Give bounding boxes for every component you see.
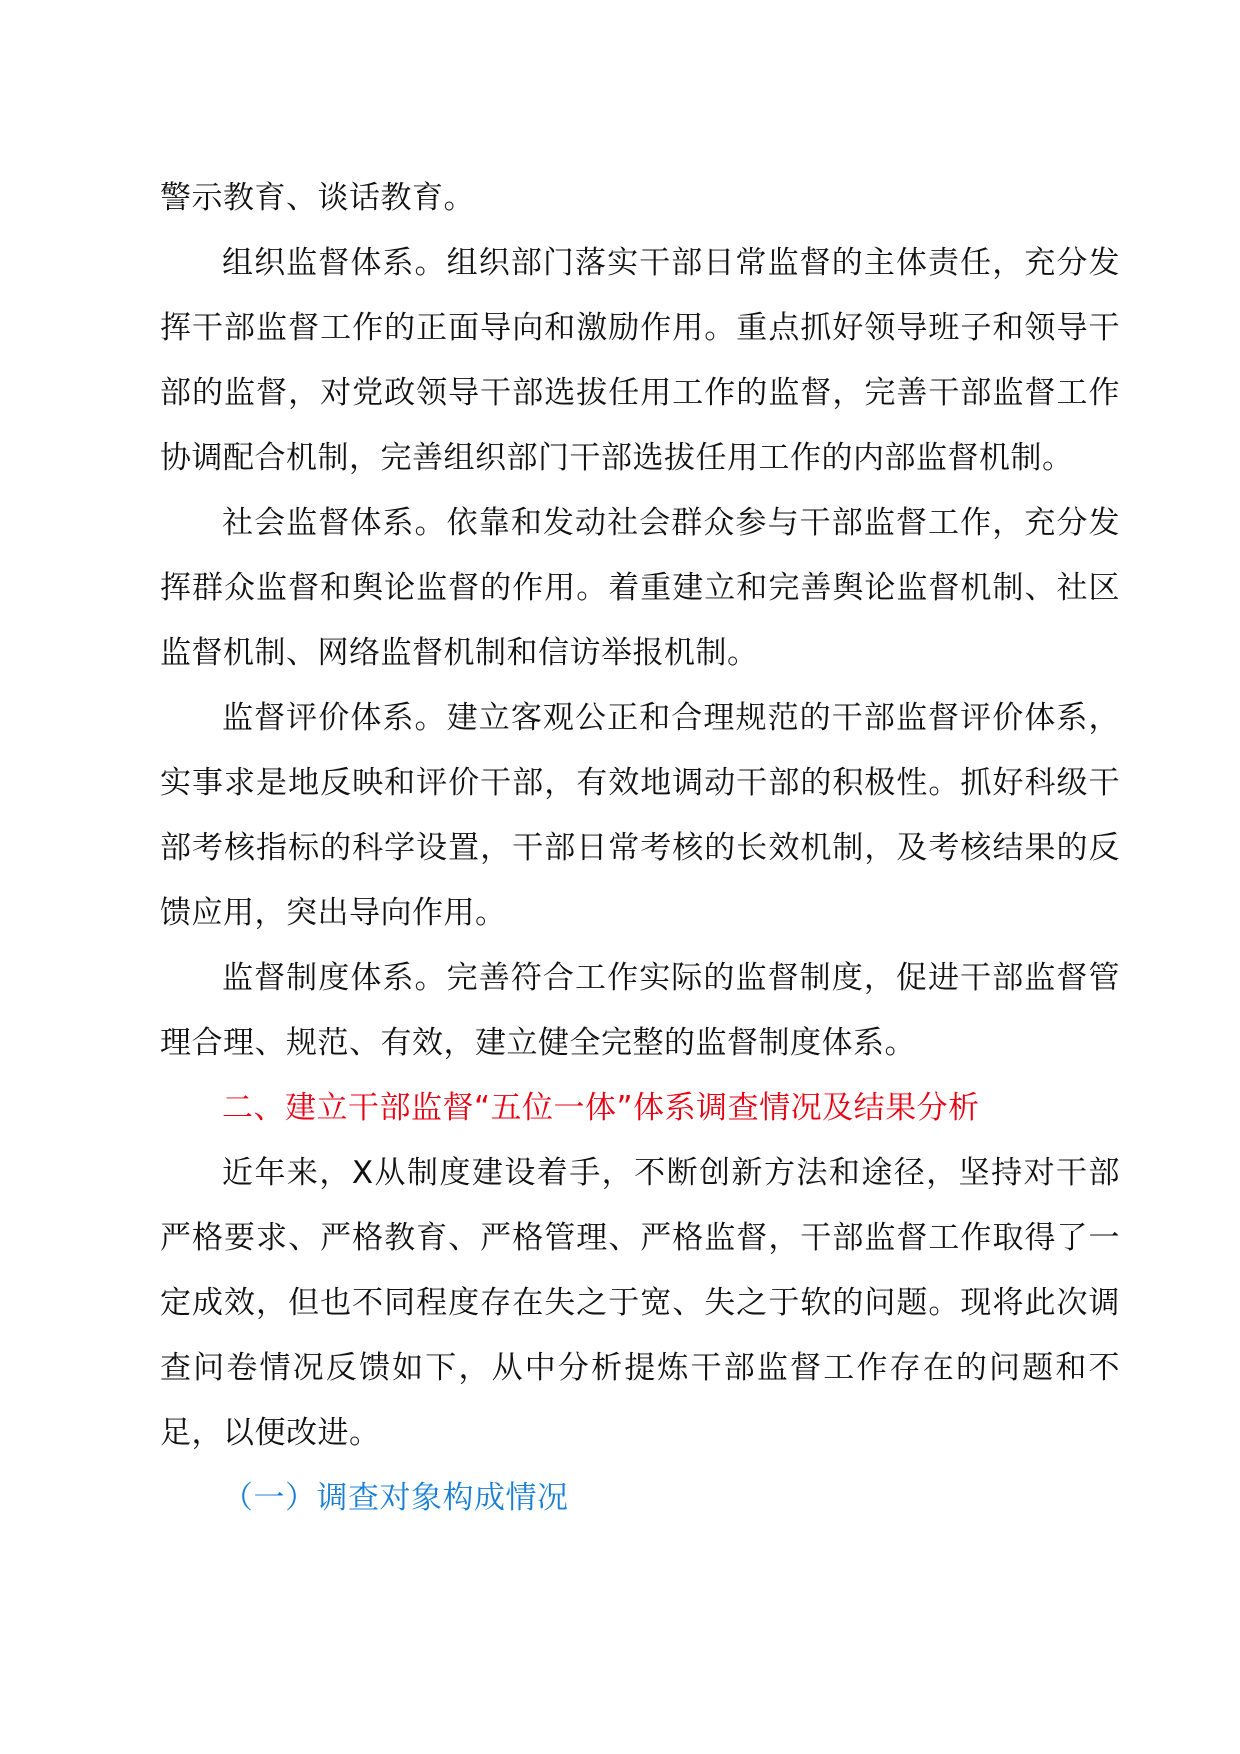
subsection-heading: （一）调查对象构成情况 [222,1480,569,1516]
paragraph-organization-supervision: 组织监督体系。组织部门落实干部日常监督的主体责任，充分发挥干部监督工作的正面导向和激励作用。重点抓好领导班子和领导干部的监督，对党政领导干部选拔任用工作的监督，完善干部监督工作协调配合机制，完善组织部门干部选拔任用工作的内部监督机制。 [160,245,1120,476]
paragraph-social-supervision: 社会监督体系。依靠和发动社会群众参与干部监督工作，充分发挥群众监督和舆论监督的作用。着重建立和完善舆论监督机制、社区监督机制、网络监督机制和信访举报机制。 [160,505,1120,671]
section-heading: 二、建立干部监督“五位一体”体系调查情况及结果分析 [222,1090,980,1126]
paragraph-intro: 近年来，X从制度建设着手，不断创新方法和途径，坚持对干部严格要求、严格教育、严格管理、严格监督，干部监督工作取得了一定成效，但也不同程度存在失之于宽、失之于软的问题。现将此次调查问卷情况反馈如下，从中分析提炼干部监督工作存在的问题和不足，以便改进。 [160,1155,1120,1451]
paragraph-continuation: 警示教育、谈话教育。 [160,180,475,216]
document-page [160,166,1120,1531]
paragraph-evaluation-system: 监督评价体系。建立客观公正和合理规范的干部监督评价体系，实事求是地反映和评价干部，有效地调动干部的积极性。抓好科级干部考核指标的科学设置，干部日常考核的长效机制，及考核结果的反馈应用，突出导向作用。 [160,700,1120,931]
paragraph-system-rules: 监督制度体系。完善符合工作实际的监督制度，促进干部监督管理合理、规范、有效，建立健全完整的监督制度体系。 [160,960,1120,1061]
